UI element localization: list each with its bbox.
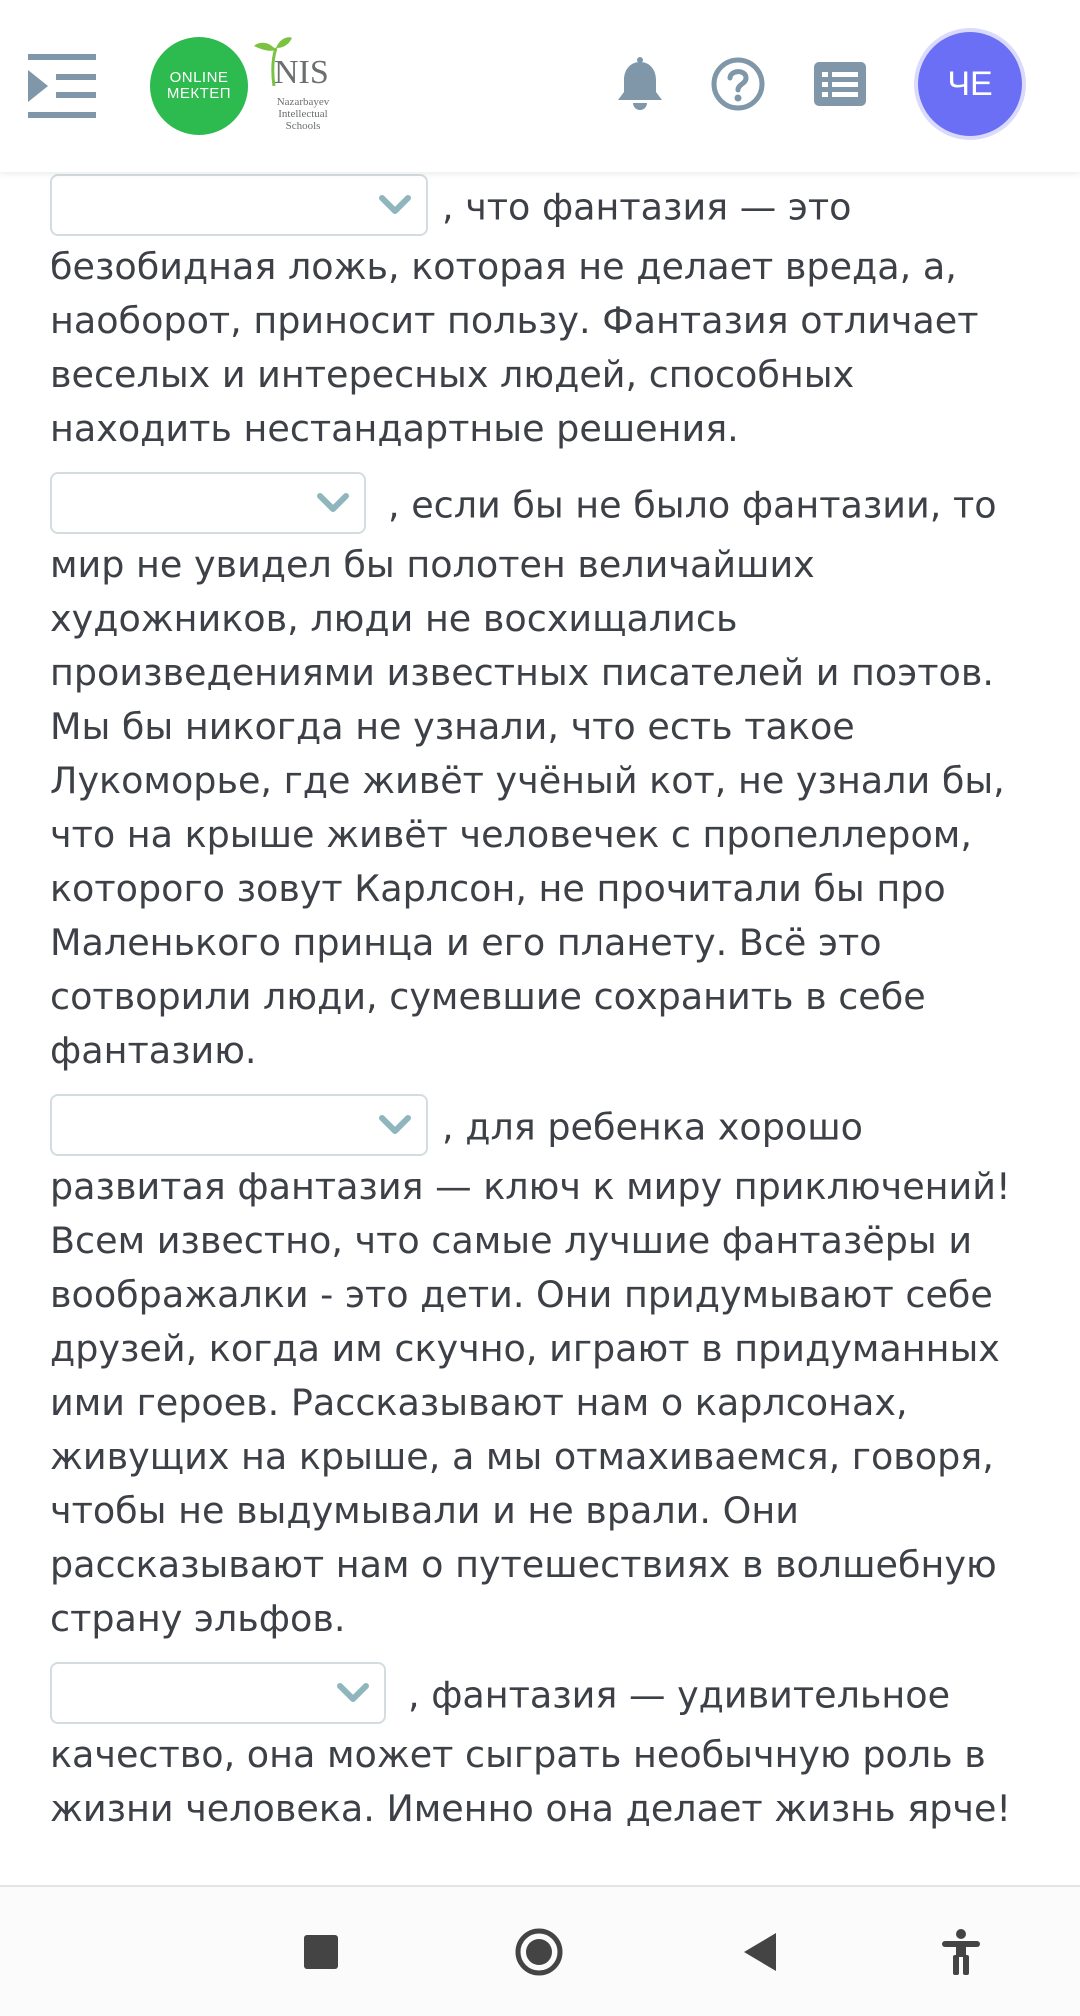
chevron-down-icon	[378, 192, 412, 218]
stop-icon[interactable]	[296, 1927, 346, 1977]
home-circle-icon[interactable]	[514, 1927, 564, 1977]
paragraph-4	[50, 1666, 1020, 1836]
answer-dropdown-3[interactable]	[50, 1094, 428, 1156]
back-triangle-icon[interactable]	[736, 1927, 786, 1977]
nis-logo-subtitle: Nazarbayev Intellectual Schools	[276, 96, 330, 132]
paragraph-text: , фантазия — удивительное качество, она может сыграть необычную роль в жизни человека. Именно она делает жизнь ярче!	[50, 1673, 1012, 1830]
user-avatar[interactable]	[918, 32, 1022, 136]
bell-icon[interactable]	[612, 56, 668, 112]
answer-dropdown-2[interactable]	[50, 472, 366, 534]
answer-dropdown-1[interactable]	[50, 174, 428, 236]
answer-dropdown-4[interactable]	[50, 1662, 386, 1724]
help-icon[interactable]	[710, 56, 766, 112]
chevron-down-icon	[316, 490, 350, 516]
paragraph-text: , что фантазия — это безобидная ложь, которая не делает вреда, а, наоборот, приносит пользу. Фантазия отличает веселых и интересных людей, способных находить нестандартные решения.	[50, 185, 979, 450]
menu-icon[interactable]	[28, 52, 98, 120]
logo-online-line2: МЕКТЕП	[166, 85, 232, 102]
accessibility-icon[interactable]	[936, 1927, 986, 1977]
list-icon[interactable]	[812, 56, 868, 112]
top-bar	[0, 0, 1080, 172]
nis-logo-text: NIS	[274, 54, 329, 91]
exercise-content	[50, 178, 1020, 1856]
paragraph-3	[50, 1098, 1020, 1646]
system-nav-bar	[0, 1885, 1080, 2016]
logo-online-line1: ONLINE	[169, 69, 229, 86]
paragraph-text: , если бы не было фантазии, то мир не увидел бы полотен величайших художников, люди не восхищались произведениями известных писателей и поэтов. Мы бы никогда не узнали, что есть такое Лукоморье, где живёт учёный кот, не узнали бы, что на крыше живёт человечек с пропеллером, которого зовут Карлсон, не прочитали бы про Маленького принца и его планету. Всё это сотворили люди, сумевшие сохранить в себе фантазию.	[50, 483, 1005, 1072]
online-mektep-logo[interactable]	[150, 37, 248, 135]
chevron-down-icon	[336, 1680, 370, 1706]
paragraph-1	[50, 178, 1020, 456]
avatar-initials: ЧЕ	[947, 64, 993, 103]
nis-logo	[252, 36, 342, 136]
chevron-down-icon	[378, 1112, 412, 1138]
paragraph-text: , для ребенка хорошо развитая фантазия — ключ к миру приключений! Всем известно, что самые лучшие фантазёры и воображалки - это дети. Они придумывают себе друзей, когда им скучно, играют в придуманных ими героев. Рассказывают нам о карлсонах, живущих на крыше, а мы отмахиваемся, говоря, чтобы не выдумывали и не врали. Они рассказывают нам о путешествиях в волшебную страну эльфов.	[50, 1105, 1011, 1640]
paragraph-2	[50, 476, 1020, 1078]
